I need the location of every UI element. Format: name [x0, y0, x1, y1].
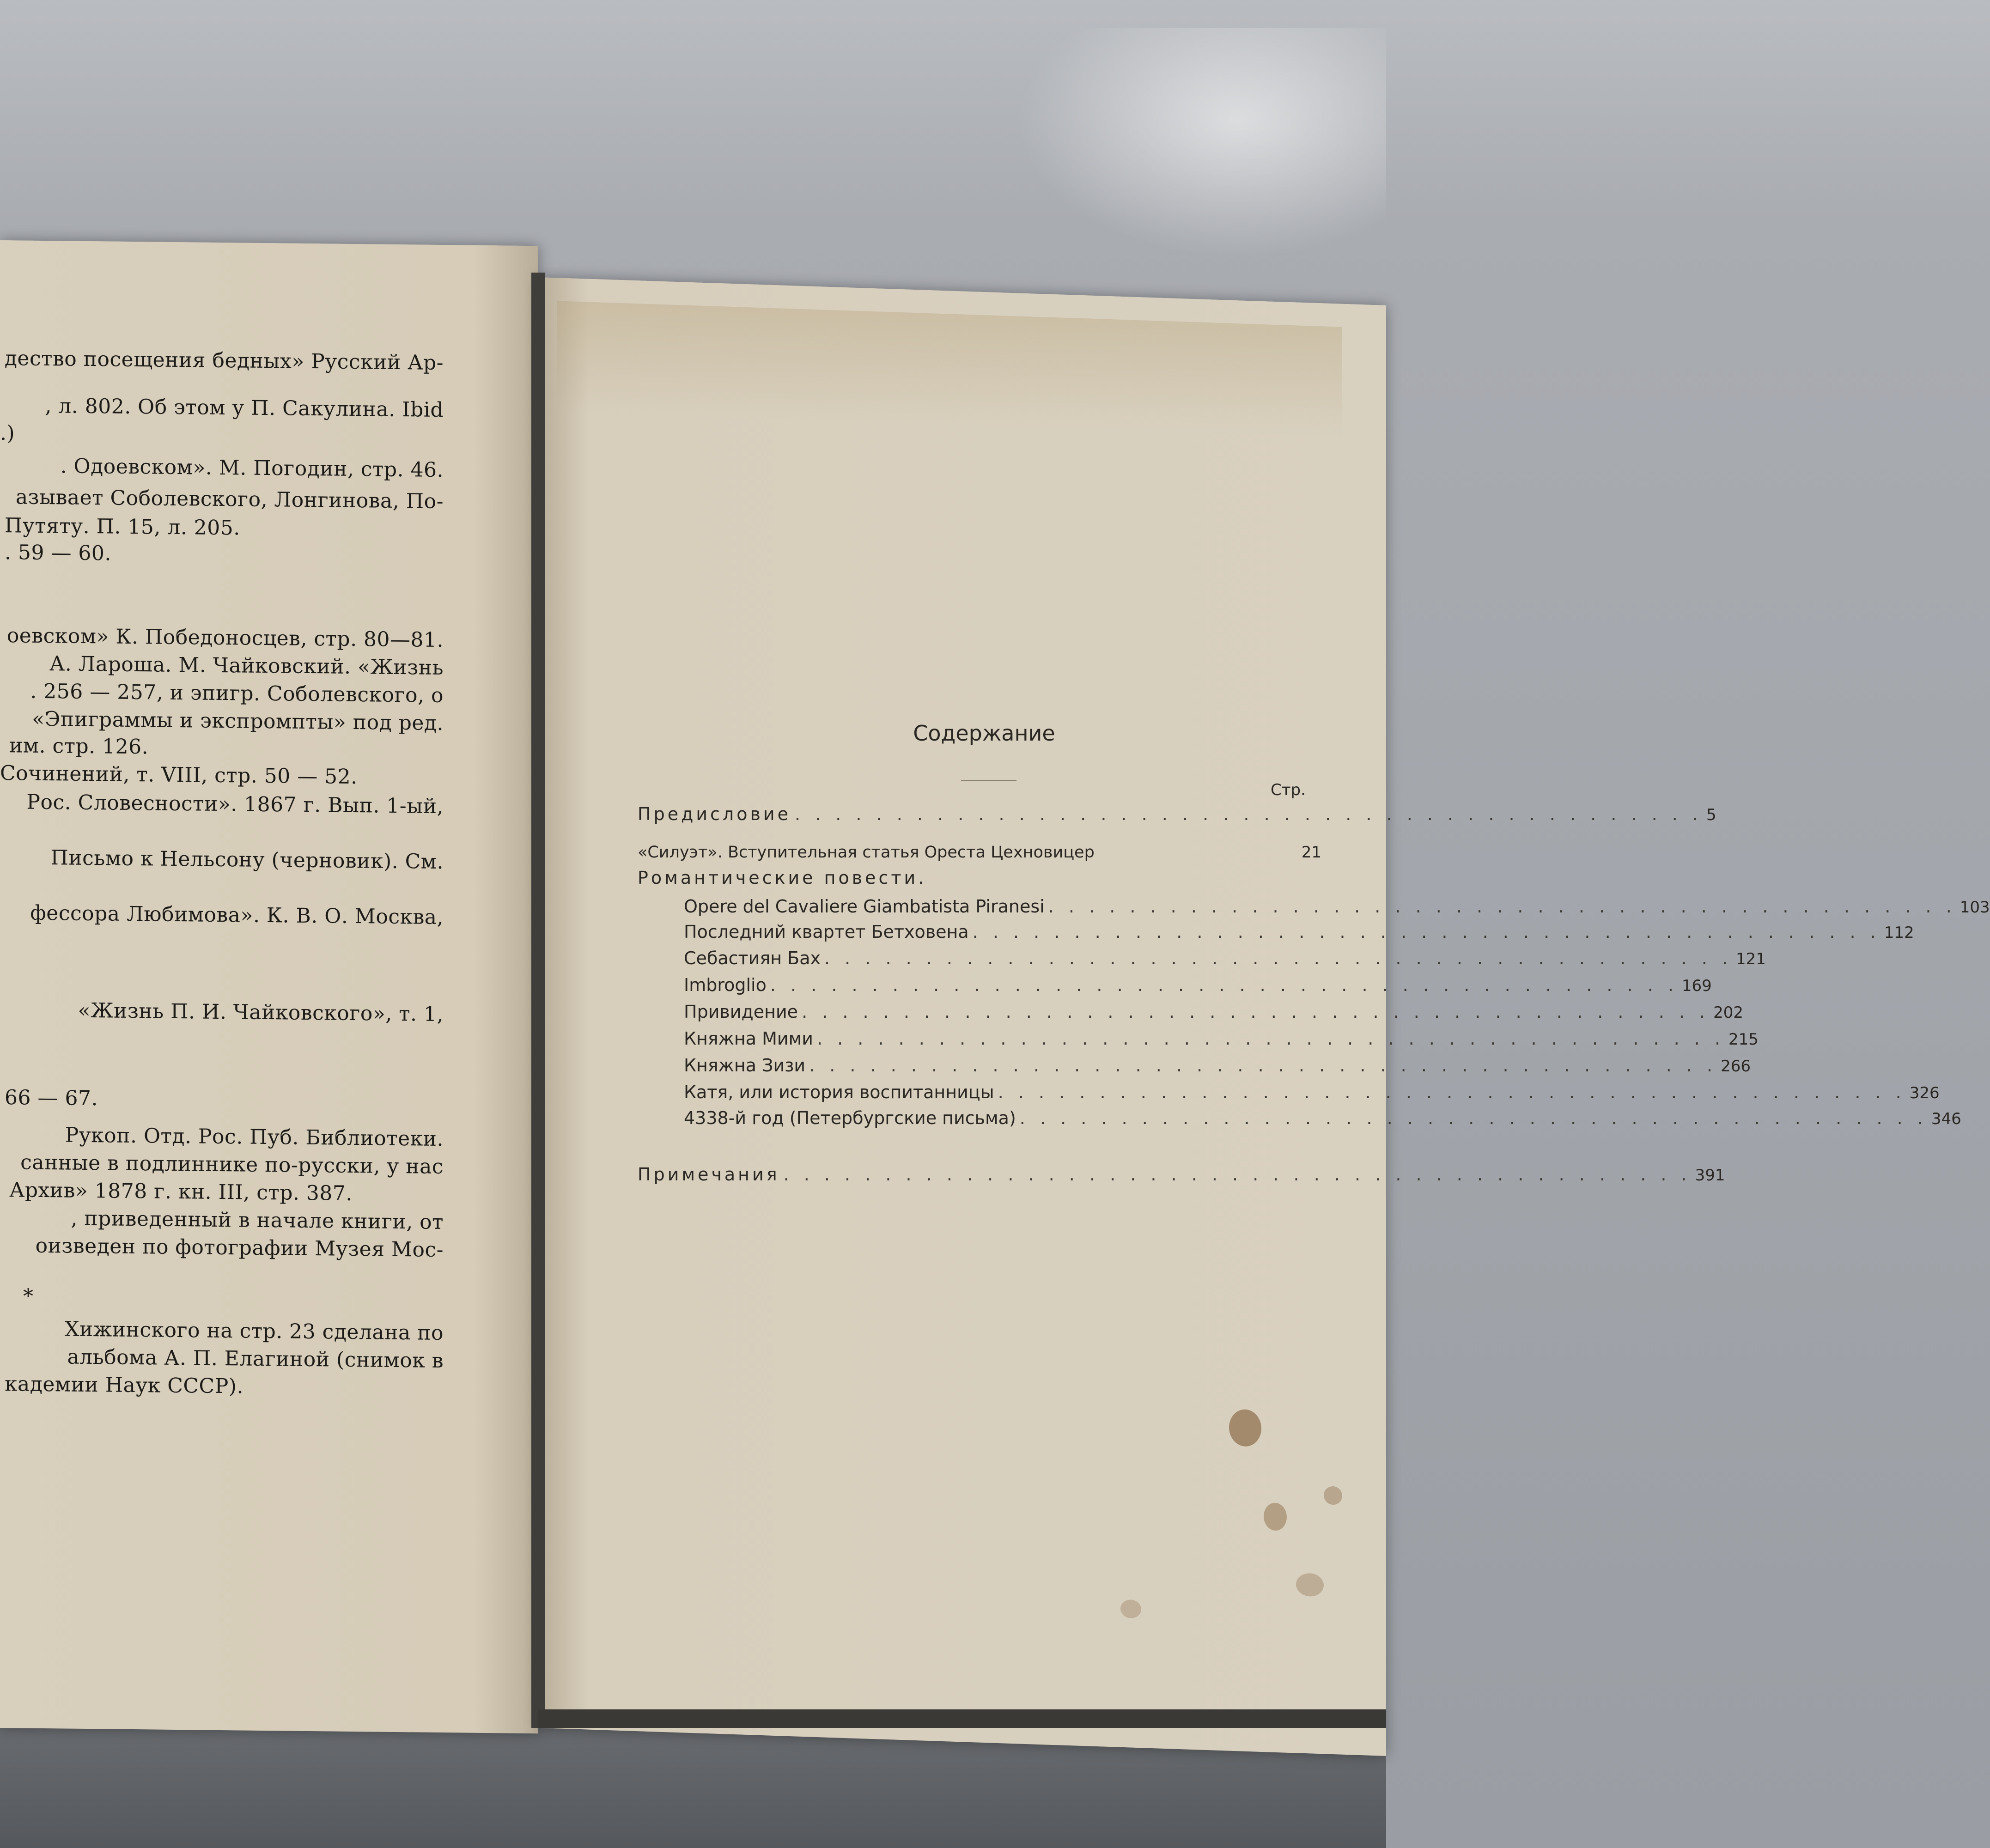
toc-leader: . . . . . . . . . . . . . . . . . . . . . . . . . . . . . . . . . . . . . . . . . . . . .: [802, 1002, 1710, 1022]
toc-page-header: Стр.: [1271, 781, 1306, 799]
text-line: дество посещения бедных» Русский Ар-: [4, 346, 444, 375]
toc-entry-page: 391: [1695, 1166, 1725, 1185]
text-line: азывает Соболевского, Лонгинова, По-: [15, 485, 444, 514]
toc-entry-label: Предисловие: [638, 804, 791, 824]
text-line: кадемии Наук СССР).: [5, 1372, 243, 1398]
text-line: 66 — 67.: [5, 1086, 98, 1111]
toc-entry: [684, 1002, 1744, 1027]
text-line: санные в подлиннике по-русски, у нас: [20, 1150, 444, 1179]
toc-entry: [638, 804, 1716, 830]
toc-entry: [684, 896, 1990, 922]
text-line: фессора Любимова». К. В. О. Москва,: [30, 901, 444, 930]
text-line: .): [0, 421, 15, 445]
toc-entry-label: Княжна Мими: [684, 1028, 813, 1049]
toc-entry-label: Imbroglio: [684, 975, 767, 995]
text-line: Хижинского на стр. 23 сделана по: [65, 1317, 444, 1345]
text-line: оизведен по фотографии Музея Мос-: [35, 1234, 444, 1262]
toc-entry-label: Последний квартет Бетховена: [684, 922, 969, 942]
toc-entry-label: Княжна Зизи: [684, 1055, 806, 1076]
toc-leader: . . . . . . . . . . . . . . . . . . . . . . . . . . . . . . . . . . . . . . . . . . . . .: [1048, 896, 1956, 917]
text-line: *: [23, 1284, 34, 1308]
toc-title: Содержание: [913, 721, 1055, 746]
left-page-text: [0, 240, 444, 1398]
toc-entry: [684, 975, 1712, 1001]
toc-entry-page: 5: [1706, 806, 1716, 824]
stain-spot: [1324, 1486, 1342, 1505]
toc-leader: . . . . . . . . . . . . . . . . . . . . . . . . . . . . . . . . . . . . . . . . . . . . .: [794, 804, 1703, 824]
water-stain: [557, 301, 1342, 438]
toc-entry: [684, 1028, 1759, 1054]
toc-entry: [684, 1082, 1940, 1108]
toc-entry-page: 103: [1960, 898, 1990, 917]
stain-spot: [1120, 1599, 1141, 1618]
toc-entry-page: 112: [1884, 924, 1914, 942]
toc-entry-label: Катя, или история воспитанницы: [684, 1082, 994, 1102]
toc-leader: . . . . . . . . . . . . . . . . . . . . . . . . . . . . . . . . . . . . . . . . . . . . .: [972, 922, 1880, 942]
text-line: . Одоевском». М. Погодин, стр. 46.: [60, 454, 444, 482]
toc-entry-label: Романтические повести.: [638, 868, 927, 888]
toc-leader: . . . . . . . . . . . . . . . . . . . . . . . . . . . . . . . . . . . . . . . . . . . . .: [824, 948, 1733, 968]
toc-entry-page: 202: [1713, 1003, 1744, 1022]
toc-entry-label: Opere del Cavaliere Giambatista Piranesi: [684, 896, 1045, 917]
text-line: им. стр. 126.: [9, 734, 149, 759]
stain-spot: [1229, 1409, 1261, 1447]
toc-entry-label: «Силуэт». Вступительная статья Ореста Цехновицер: [638, 843, 1095, 862]
text-line: , приведенный в начале книги, от: [71, 1206, 444, 1234]
text-line: Рос. Словесности». 1867 г. Вып. 1-ый,: [26, 790, 444, 819]
toc-entry-page: 215: [1728, 1030, 1759, 1049]
text-line: альбома А. П. Елагиной (снимок в: [67, 1345, 444, 1373]
toc-entry-page: 326: [1909, 1084, 1940, 1102]
text-line: «Жизнь П. И. Чайковского», т. 1,: [78, 998, 444, 1027]
book-spine: [531, 273, 545, 1728]
toc-entry-page: 346: [1931, 1110, 1961, 1128]
toc-entry: [684, 922, 1914, 948]
toc-entry-label: Себастиян Бах: [684, 948, 821, 968]
toc-entry: [638, 843, 1321, 869]
toc-entry: [684, 1108, 1961, 1134]
stain-spot: [1296, 1573, 1324, 1597]
text-line: Письмо к Нельсону (черновик). См.: [50, 846, 444, 874]
text-line: . 59 — 60.: [5, 541, 111, 565]
stain-spot: [1264, 1502, 1287, 1531]
text-line: оевском» К. Победоносцев, стр. 80—81.: [6, 624, 444, 652]
toc-entry-page: 169: [1681, 977, 1712, 995]
toc-leader: . . . . . . . . . . . . . . . . . . . . . . . . . . . . . . . . . . . . . . . . . . . . .: [1019, 1108, 1928, 1128]
text-line: Сочинений, т. VIII, стр. 50 — 52.: [0, 761, 358, 789]
text-line: Архив» 1878 г. кн. III, стр. 387.: [9, 1178, 353, 1205]
toc-leader: . . . . . . . . . . . . . . . . . . . . . . . . . . . . . . . . . . . . . . . . . . . . .: [816, 1028, 1725, 1049]
toc-entry: [684, 1055, 1751, 1081]
toc-leader: . . . . . . . . . . . . . . . . . . . . . . . . . . . . . . . . . . . . . . . . . . . . .: [998, 1082, 1906, 1102]
cover-edge: [538, 1709, 1386, 1728]
toc-divider: [961, 780, 1016, 781]
toc-leader: . . . . . . . . . . . . . . . . . . . . . . . . . . . . . . . . . . . . . . . . . . . . .: [783, 1164, 1692, 1185]
toc-entry-page: 21: [1301, 843, 1321, 862]
toc-section-heading: [638, 868, 1321, 894]
text-line: А. Лароша. М. Чайковский. «Жизнь: [49, 652, 444, 680]
toc-leader: . . . . . . . . . . . . . . . . . . . . . . . . . . . . . . . . . . . . . . . . . . . . .: [770, 975, 1678, 995]
toc-entry-label: Примечания: [638, 1164, 780, 1185]
toc-entry: [638, 1164, 1725, 1190]
background-glare: [1016, 28, 1386, 259]
text-line: . 256 — 257, и эпигр. Соболевского, о: [30, 679, 444, 708]
toc-leader: . . . . . . . . . . . . . . . . . . . . . . . . . . . . . . . . . . . . . . . . . . . . .: [809, 1055, 1717, 1076]
toc-entry: [684, 948, 1766, 974]
toc-entry-page: 266: [1721, 1057, 1751, 1076]
text-line: , л. 802. Об этом у П. Сакулина. Ibid: [45, 394, 444, 422]
toc-entry-page: 121: [1736, 950, 1766, 968]
toc-entry-label: Привидение: [684, 1002, 798, 1022]
text-line: Путяту. П. 15, л. 205.: [5, 514, 240, 540]
left-page: [0, 240, 538, 1733]
text-line: Рукоп. Отд. Рос. Пуб. Библиотеки.: [65, 1123, 444, 1151]
toc-entry-label: 4338-й год (Петербургские письма): [684, 1108, 1016, 1128]
text-line: «Эпиграммы и экспромпты» под ред.: [32, 707, 444, 736]
